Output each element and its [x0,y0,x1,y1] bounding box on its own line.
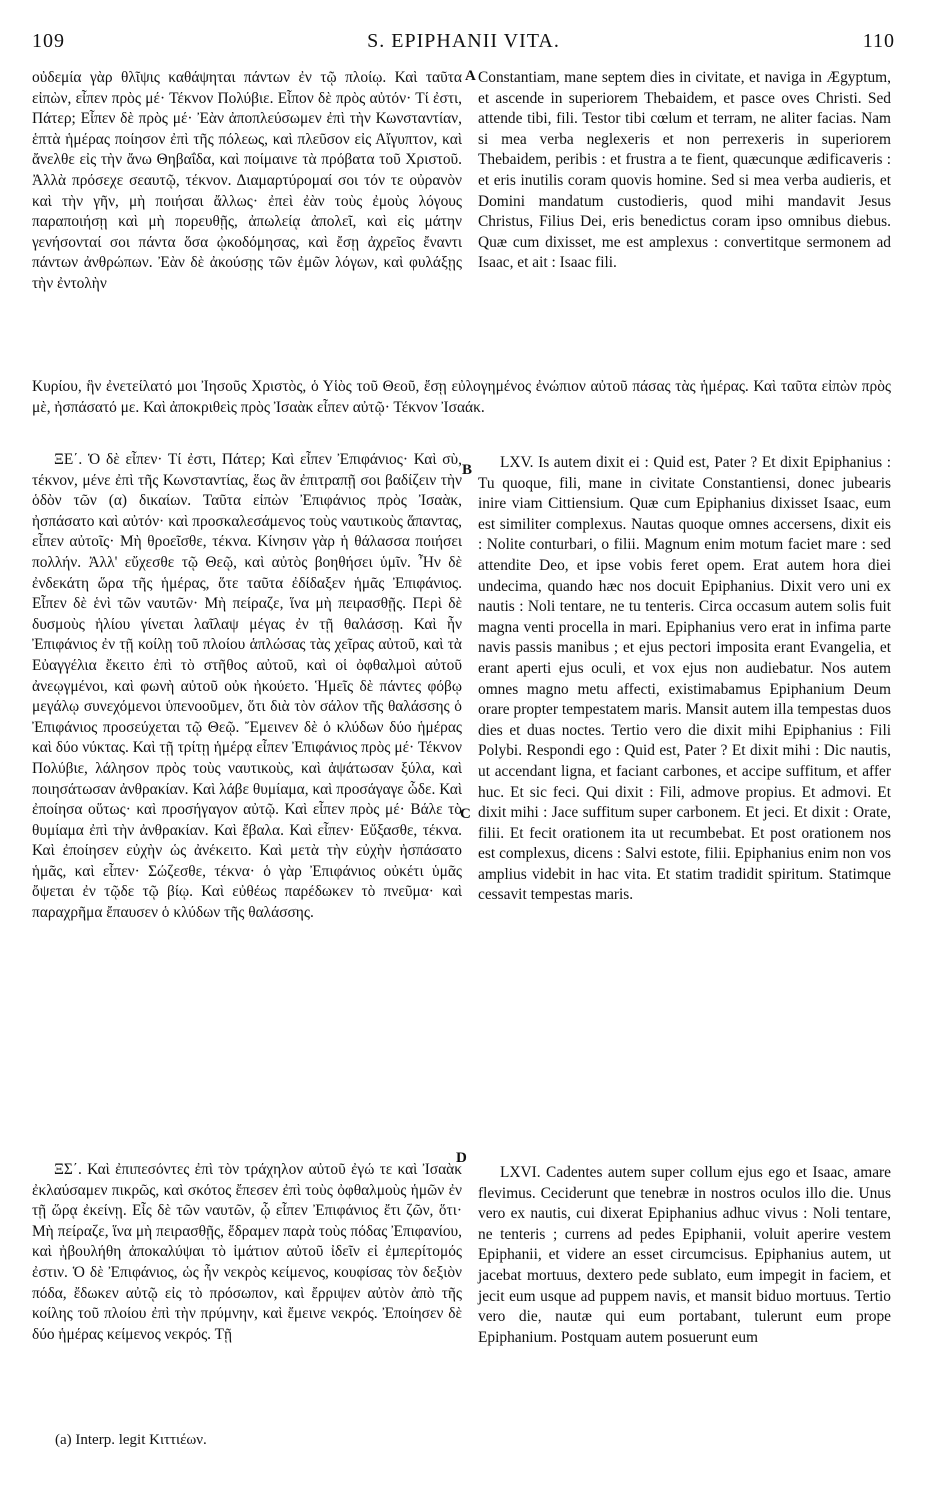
page-header [30,30,897,58]
margin-marker-a: A [465,68,476,84]
latin-section-66: LXVI. Cadentes autem super collum ejus ego et Isaac, amare flevimus. Ceciderunt que tenebræ in nostros oculos illo die. Unus vero ex nautis, cui dixerat Epiphanius adhuc vivus : Noli tentare, ne tenteris ; currens ad pedes Epiphanii, voluit aperire vestem Epiphanii, et videre an esset circumcisus. Epiphanius autem, ut jacebat mortuus, dextero pede sublato, eum impegit in faciem, et jecit eum usque ad puppem navis, et mansit biduo mortuus. Tertio vero die, nautæ qui eum portabant, tulerunt eum prope Epiphanium. Postquam autem posuerunt eum [478,1164,891,1346]
greek-section-66: ΞΣ΄. Καὶ ἐπιπεσόντες ἐπὶ τὸν τράχηλον αὐτοῦ ἐγώ τε καὶ Ἰσαὰκ ἐκλαύσαμεν πικρῶς, καὶ σκότος ἔπεσεν ἐπὶ τοὺς ὀφθαλμοὺς ἡμῶν ἐν τῇ ὥρᾳ ἐκείνῃ. Εἷς δὲ τῶν ναυτῶν, ᾧ εἶπεν Ἐπιφάνιος ἔτι ζῶν, ὅτι· Μὴ πείραζε, ἵνα μὴ πειρασθῇς, ἔδραμεν παρὰ τοὺς πόδας Ἐπιφανίου, καὶ ἠβουλήθη ἀποκαλύψαι τὸ ἱμάτιον αὐτοῦ ἰδεῖν εἰ ἐμπερίτομός ἐστιν. Ὁ δὲ Ἐπιφάνιος, ὡς ἦν νεκρὸς κείμενος, κουφίσας τὸν δεξιὸν πόδα, ἔδωκεν αὐτῷ εἰς τὸ πρόσωπον, καὶ ἔρριψεν αὐτὸν ἀπὸ τῆς κοίλης τοῦ πλοίου ἐπὶ τὴν πρύμνην, καὶ ἔμεινε νεκρός. Ἐποίησεν δὲ δύο ἡμέρας κείμενος νεκρός. Τῇ [32,1161,462,1343]
margin-marker-b: B [462,462,473,478]
footnote: (a) Interp. legit Κιττιέων. [55,1432,207,1448]
latin-text-top: Constantiam, mane septem dies in civitate, et naviga in Ægyptum, et ascende in superiorem Thebaidem, et pasce oves Christi. Sed attende tibi, fili. Testor tibi cœlum et terram, ne aliter facias. Nam si mea verba neglexeris et non perrexeris in superiorem Thebaidem, peribis : et frustra a te fient, quæcunque ædificaveris : et eris inutilis coram quovis homine. Sed si mea verba audieris, et Domini mandatum custodieris, quod mihi mandavit Jesus Christus, Filius Dei, eris benedictus coram ipso omnibus diebus. Quæ cum dixisset, me est amplexus : convertitque sermonem ad Isaac, et ait : Isaac fili. [478,69,891,272]
page-number-left: 109 [32,30,65,52]
page-number-right: 110 [862,30,895,52]
running-title: S. EPIPHANII VITA. [367,30,560,52]
latin-section-65: LXV. Is autem dixit ei : Quid est, Pater ? Et dixit Epiphanius : Tu quoque, fili, mane in civitate Constantiensi, donec jubearis inire viam Cittiensium. Quæ cum Epiphanius dixisset Isaac, eum est similiter complexus. Nautas quoque omnes accersens, dixit eis : Nolite conturbari, o filii. Magnum enim motum faciet mare : sed attendite Deo, et ipse vobis feret opem. Erat autem hora diei undecima, quando hæc nos docuit Epiphanius. Dixit vero uni ex nautis : Noli tentare, ne tu tenteris. Circa occasum autem solis fuit magna venti procella in mari. Epiphanius vero erat in infima parte navis passis manibus ; et ejus pectori imposita erant Evangelia, et erant aperti ejus oculi, et vox ejus non audiebatur. Nos autem omnes magno metu affecti, existimabamus Epiphanium Deum orare propter tempestatem maris. Mansit autem illa tempestas duos dies et duas noctes. Tertio vero die dixit mihi Epiphanius : Fili Polybi. Respondi ego : Quid est, Pater ? Et dixit mihi : Dic nautis, ut accendant ligna, et faciant carbones, et accipe suffitum, et affer huc. Et sic feci. Qui dixit : Fili, admove propius. Et admovi. Et dixit mihi : Jace suffitum super carbonem. Et jeci. Et dixit : Orate, filii. Et fecit orationem ita ut recumbebat. Et post orationem nos est complexus, dicens : Salvi estote, filii. Epiphanius enim non vos amplius videbit in hac vita. Et statim tradidit spiritum. Statimque cessavit tempestas maris. [478,454,891,904]
margin-marker-d: D [456,1150,467,1166]
greek-text-full-width: Κυρίου, ἣν ἐνετείλατό μοι Ἰησοῦς Χριστὸς, ὁ Υἱὸς τοῦ Θεοῦ, ἔσῃ εὐλογημένος ἐνώπιον αὐτοῦ πάσας τὰς ἡμέρας. Καὶ ταῦτα εἰπὼν πρὸς μὲ, ἠσπάσατό με. Καὶ ἀποκριθεὶς πρὸς Ἰσαὰκ εἶπεν αὐτῷ· Τέκνον Ἰσαάκ. [32,378,891,416]
greek-text-top: οὐδεμία γὰρ θλῖψις καθάψηται πάντων ἐν τῷ πλοίῳ. Καὶ ταῦτα εἰπὼν, εἶπεν πρὸς μέ· Τέκνον Πολύβιε. Εἶπον δὲ πρὸς αὐτόν· Τί ἐστι, Πάτερ; Εἶπεν δὲ πρὸς μέ· Ἐὰν ἀποπλεύσωμεν ἐπὶ τὴν Κωνσταντίαν, ἑπτὰ ἡμέρας ποίησον ἐπὶ τῆς πόλεως, καὶ πλεῦσον εἰς Αἴγυπτον, καὶ ἄνελθε εἰς τὴν ἄνω Θηβαΐδα, καὶ ποίμαινε τὰ πρόβατα τοῦ Χριστοῦ. Ἀλλὰ πρόσεχε σεαυτῷ, τέκνον. Διαμαρτύρομαί σοι τόν τε οὐρανὸν καὶ τὴν γῆν, μὴ ποιήσαι ἄλλως· ἐπεὶ ἐὰν τοὺς ἐμοὺς λόγους παραποιήσῃ καὶ μὴ πορευθῇς, ἀπωλείᾳ ἀπολεῖ, καὶ εἰς μάτην γενήσονταί σοι πάντα ὅσα ᾠκοδόμησας, καὶ ἔσῃ ἀχρεῖος ἔναντι πάντων ἀνθρώπων. Ἐὰν δὲ ἀκούσῃς τῶν ἐμῶν λόγων, καὶ φυλάξῃς τὴν ἐντολὴν [32,69,462,292]
greek-section-65: ΞΕ΄. Ὁ δὲ εἶπεν· Τί ἐστι, Πάτερ; Καὶ εἶπεν Ἐπιφάνιος· Καὶ σὺ, τέκνον, μένε ἐπὶ τῆς Κωνσταντίας, ἕως ἂν ἐπιτραπῇ σοι βαδίζειν τὴν ὁδὸν τῶν (α) δικαίων. Ταῦτα εἰπὼν Ἐπιφάνιος πρὸς Ἰσαὰκ, ἠσπάσατο καὶ αὐτόν· καὶ προσκαλεσάμενος τοὺς ναυτικοὺς ἅπαντας, εἶπεν αὐτοῖς· Μὴ θροεῖσθε, τέκνα. Κίνησιν γὰρ ἡ θάλασσα ποιήσει πολλήν. Ἀλλ' εὔχεσθε τῷ Θεῷ, καὶ αὐτὸς βοηθήσει ὑμῖν. Ἦν δὲ ἐνδεκάτη ὥρα τῆς ἡμέρας, ὅτε ταῦτα ἐδίδαξεν ἡμᾶς Ἐπιφάνιος. Εἶπεν δὲ ἑνὶ τῶν ναυτῶν· Μὴ πείραζε, ἵνα μὴ πειρασθῇς. Περὶ δὲ δυσμοὺς ἡλίου γίνεται λαῖλαψ μέγας ἐν τῇ θαλάσσῃ. Καὶ ἦν Ἐπιφάνιος ἐν τῇ κοίλῃ τοῦ πλοίου ἁπλώσας τὰς χεῖρας αὐτοῦ, καὶ τὰ Εὐαγγέλια ἔκειτο ἐπὶ τὸ στῆθος αὐτοῦ, καὶ οἱ ὀφθαλμοὶ αὐτοῦ ἀνεῳγμένοι, καὶ φωνὴ αὐτοῦ οὐκ ἠκούετο. Ἡμεῖς δὲ πάντες φόβῳ μεγάλῳ συνεχόμενοι ὑπενοοῦμεν, ὅτι διὰ τὸν σάλον τῆς θαλάσσης ὁ Ἐπιφάνιος προσεύχεται τῷ Θεῷ. Ἔμεινεν δὲ ὁ κλύδων δύο ἡμέρας καὶ δύο νύκτας. Καὶ τῇ τρίτῃ ἡμέρᾳ εἶπεν Ἐπιφάνιος πρὸς μέ· Τέκνον Πολύβιε, λάλησον πρὸς τοὺς ναυτικοὺς, καὶ ἀψάτωσαν ξύλα, καὶ ποιησάτωσαν ἀνθρακίαν. Καὶ λάβε θυμίαμα, καὶ προσάγαγε ὧδε. Καὶ ἐποίησα οὕτως· καὶ προσήγαγον αὐτῷ. Καὶ εἶπεν πρὸς μέ· Βάλε τὸ θυμίαμα ἐπὶ τὴν ἀνθρακίαν. Καὶ ἔβαλα. Καὶ εἶπεν· Εὔξασθε, τέκνα. Καὶ ἐποίησεν εὐχὴν ὡς ἀνέκειτο. Καὶ μετὰ τὴν εὐχὴν ἠσπάσατο ἡμᾶς, καὶ εἶπεν· Σώζεσθε, τέκνα· ὁ γὰρ Ἐπιφάνιος οὐκέτι ὑμᾶς ὄψεται ἐν τῷδε τῷ βίῳ. Καὶ εὐθέως παρέδωκεν τὸ πνεῦμα· καὶ παραχρῆμα ἔπαυσεν ὁ κλύδων τῆς θαλάσσης. [32,451,462,922]
margin-marker-c: C [460,806,471,822]
